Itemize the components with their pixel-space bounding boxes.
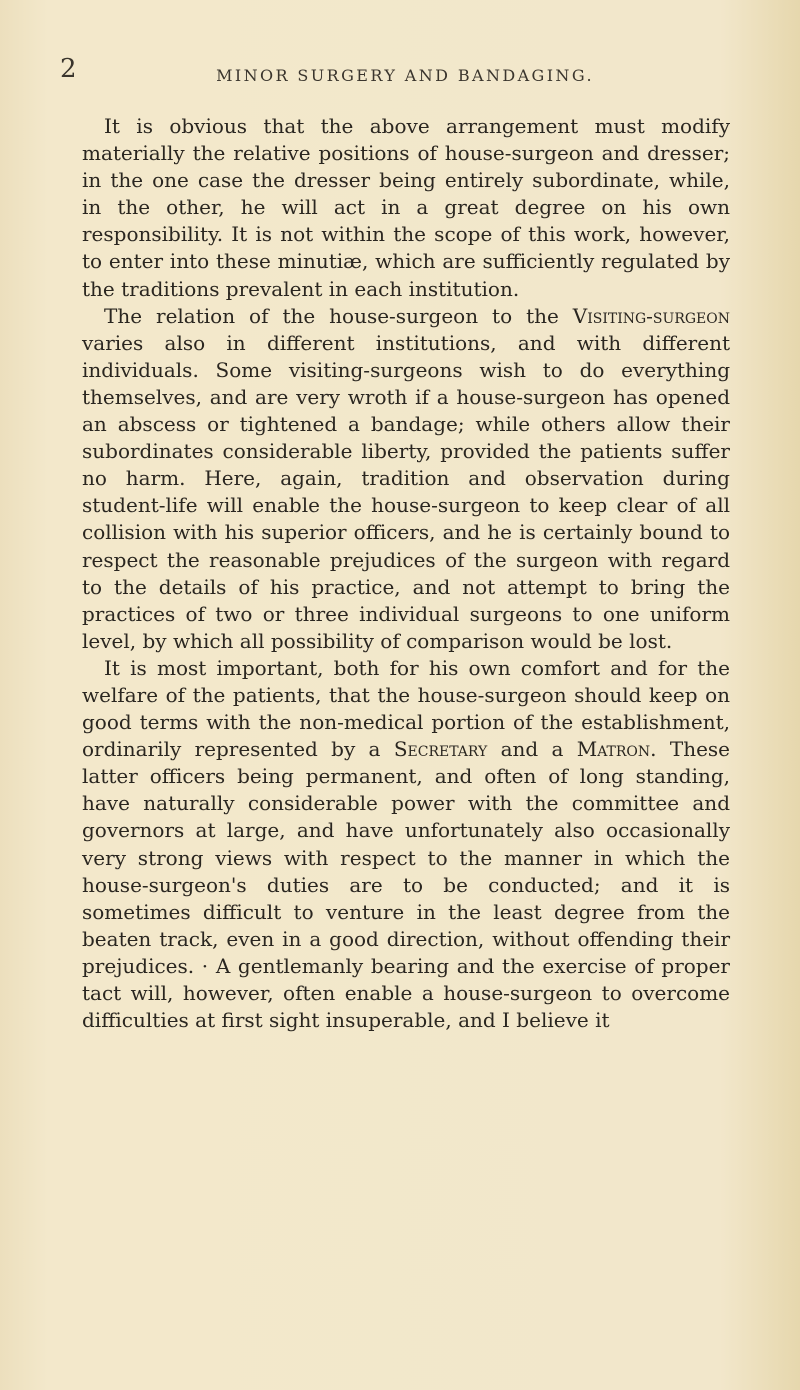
running-head xyxy=(60,54,750,96)
paragraph-secretary-matron xyxy=(82,655,730,1034)
paragraph-text: The relation of the house-surgeon to the xyxy=(104,303,573,328)
term-matron: Matron. xyxy=(576,737,657,762)
paragraph-house-surgeon-dresser xyxy=(82,113,730,303)
page-number: 2 xyxy=(60,54,77,84)
term-secretary: Secretary xyxy=(393,737,488,762)
running-title: MINOR SURGERY AND BANDAGING. xyxy=(216,66,594,85)
paragraph-text: varies also in different institutions, and with different individuals. Some visiting-surgeons wish to do everything themselves, and are very wroth if a house-surgeon has opened an abscess or tightened a bandage; while others allow their subordinates considerable liberty, provided the patients suffer no harm. Here, again, tradition and observation during student-life will enable the house-surgeon to keep clear of all collision with his superior officers, and he is certainly bound to respect the reasonable prejudices of the surgeon with regard to the details of his practice, and not attempt to bring the practices of two or three individual surgeons to one uniform level, by which all possibility of comparison would be lost. xyxy=(82,330,730,653)
paragraph-text: and a xyxy=(487,737,577,762)
paragraph-text: It is obvious that the above arrangement must modify materially the relative positions of house-surgeon and dresser; in the one case the dresser being entirely subordinate, while, in the other, he will act in a great degree on his own responsibility. It is not within the scope of this work, however, to enter into these minutiæ, which are sufficiently regulated by the traditions prevalent in each institution. xyxy=(82,114,730,301)
paragraph-text: These latter officers being permanent, and often of long standing, have naturally considerable power with the committee and governors at large, and have unfortunately also occasionally very strong views with respect to the manner in which the house-surgeon's duties are to be conducted; and it is sometimes difficult to venture in the least degree from the beaten track, even in a good direction, without offending their prejudices. · A gentlemanly bearing and the exercise of proper tact will, however, often enable a house-surgeon to overcome difficulties at first sight insuperable, and I believe it xyxy=(82,737,731,1033)
body-text xyxy=(82,113,730,1034)
term-visiting-surgeon: Visiting-surgeon xyxy=(572,303,730,328)
paragraph-visiting-surgeon xyxy=(82,303,730,655)
paragraph-text: It is most important, both for his own comfort and for the welfare of the patients, that the house-surgeon should keep on good terms with the non-medical portion of the establishment, ordinarily represented by a xyxy=(82,655,730,762)
